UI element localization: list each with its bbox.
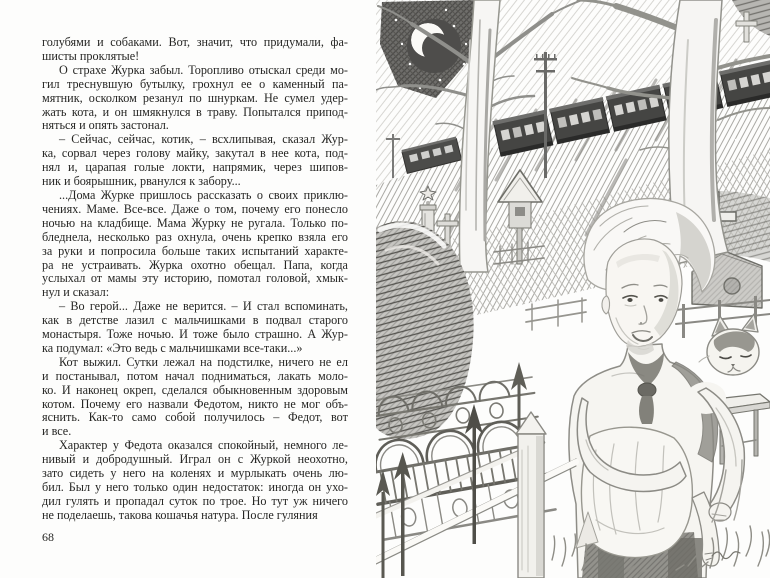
text-line: монастыря. Тоже ночью. И тоже было страшно. А Жур-: [42, 328, 348, 342]
page-number: 68: [42, 530, 54, 544]
text-line: не поделаешь, такова кошачья натура. После гуляния: [42, 508, 318, 522]
text-line: и все.: [42, 425, 72, 439]
text-line: О страхе Журка забыл. Торопливо отыскал среди мо-: [59, 63, 348, 77]
text-line: Кот выжил. Сутки лежал на подстилке, ничего не ел: [59, 355, 348, 369]
text-line: бледнела, несколько раз охнула, очень крепко взяла его: [42, 230, 348, 244]
text-line: зато сидеть у него на коленях и мурлыкать очень лю-: [42, 467, 348, 481]
text-line: нул и сказал:: [42, 286, 110, 300]
text-line: нял и, царапая голые локти, напрямик, через шипов-: [42, 161, 348, 175]
text-line: шисты проклятые!: [42, 49, 140, 63]
text-line: и постанывал, потом начал подниматься, лакать моло-: [42, 369, 348, 383]
text-line: чениях. Маме. Все-все. Даже о том, почему его понесло: [42, 202, 348, 216]
text-line: мятник, осколком резанул по шнуркам. Не сумел удер-: [42, 91, 348, 105]
text-line: ра не устраивать. Журка охотно обещал. Папа, когда: [42, 258, 348, 272]
text-line: голубями и собаками. Вот, значит, что придумали, фа-: [42, 36, 348, 49]
text-line: ка подумал: «Это ведь с мальчишками все-таки...»: [42, 341, 303, 355]
text-line: бил. Был у него только один недостаток: иногда он ухо-: [42, 481, 348, 494]
text-line: ночью на кладбище. Мама Журку не ругала. Только по-: [42, 216, 348, 230]
book-illustration: [376, 0, 770, 578]
text-line: ...Дома Журке пришлось рассказать о своих приклю-: [59, 188, 348, 202]
text-line: гил треснувшую бутылку, грохнул ее о каменный па-: [42, 77, 348, 91]
text-line: яснить. Как-то само собой получилось – Федот, вот: [42, 411, 348, 425]
text-line: услыхал от мамы эту историю, помотал головой, хмык-: [42, 272, 348, 286]
text-line: за руки и попросила больше таких испытаний характе-: [42, 244, 348, 258]
text-line: дил гулять и пропадал суток по трое. Но тут уж ничего: [42, 494, 348, 508]
text-line: ник и боярышник, рванулся к забору...: [42, 175, 241, 189]
text-line: ко. И наконец окреп, сделался обыкновенным здоровым: [42, 383, 348, 397]
text-line: нивый и добродушный. Играл он с Журкой неохотно,: [42, 453, 348, 467]
text-line: – Сейчас, сейчас, котик, – всхлипывая, сказал Жур-: [59, 133, 348, 147]
text-line: как в детстве лазил с мальчишками в подвал старого: [42, 314, 348, 328]
text-line: Характер у Федота оказался спокойный, немного ле-: [59, 439, 348, 453]
text-line: котом. Почему его назвали Федотом, никто не мог объ-: [42, 397, 348, 411]
text-line: жать кота, и он шмякнулся в траву. Попытался припод-: [42, 105, 348, 119]
text-line: ка, сорвал через голову майку, закутал в нее кота, под-: [42, 147, 348, 161]
text-line: – Во герой... Даже не верится. – И стал вспоминать,: [59, 300, 348, 314]
text-column: [42, 36, 348, 528]
text-line: няться и опять застонал.: [42, 119, 169, 133]
white-gate-post: [516, 412, 546, 578]
